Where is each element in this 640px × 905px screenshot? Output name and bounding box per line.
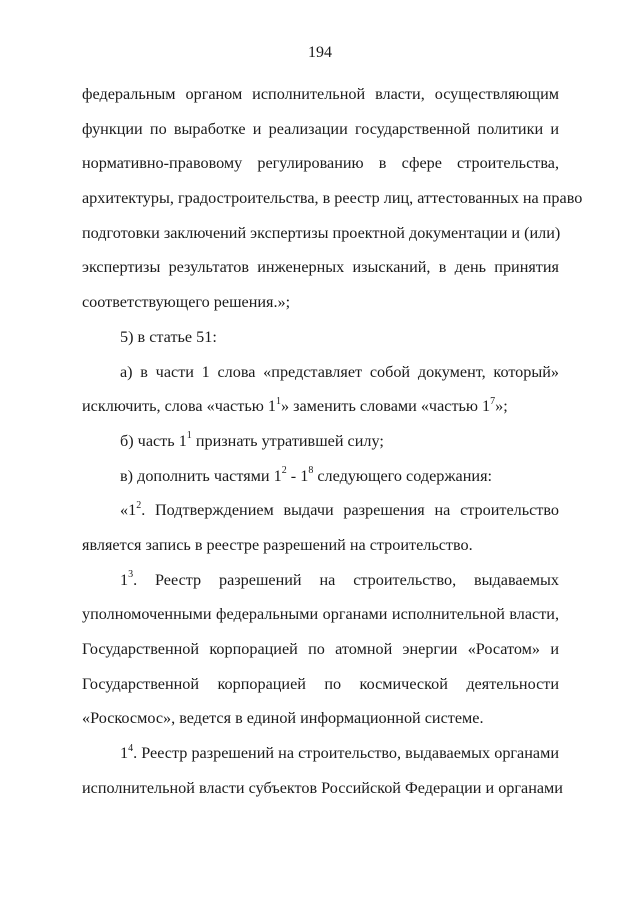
text-line: функции по выработке и реализации государственной политики и (82, 119, 559, 138)
text-run: . Подтверждением выдачи разрешения на строительство (141, 501, 559, 520)
text-run: . Реестр разрешений на строительство, выдаваемых органами (133, 744, 559, 763)
text-line (82, 459, 559, 494)
text-run: » заменить словами «частью 1 (280, 397, 491, 416)
text-line (82, 736, 559, 771)
superscript: 7 (490, 395, 496, 407)
text-run: в) дополнить частями 1 (120, 466, 282, 485)
text-line: Государственной корпорацией по атомной энергии «Росатом» и (82, 640, 559, 658)
text-line: а) в части 1 слова «представляет собой документ, который» (120, 362, 559, 381)
page-number: 194 (308, 44, 332, 61)
text-line: соответствующего решения.»; (82, 293, 291, 312)
superscript: 1 (186, 430, 192, 442)
text-line (82, 424, 559, 459)
superscript: 4 (128, 742, 134, 754)
text-line (82, 563, 559, 598)
text-line: Государственной корпорацией по космической деятельности (82, 674, 559, 693)
text-line: архитектуры, градостроительства, в реестр лиц, аттестованных на право (82, 189, 583, 208)
superscript: 2 (136, 499, 142, 511)
text-line (82, 389, 559, 424)
text-line: 5) в статье 51: (120, 327, 217, 346)
text-run: - 1 (286, 466, 309, 485)
text-run: признать утратившей силу; (191, 431, 384, 450)
document-body (82, 77, 583, 805)
text-run: 1 (120, 744, 129, 763)
text-line (82, 493, 559, 528)
text-line: является запись в реестре разрешений на строительство. (82, 535, 473, 554)
text-line: подготовки заключений экспертизы проектной документации и (или) (82, 223, 561, 242)
text-line: «Роскосмос», ведется в единой информационной системе. (82, 709, 484, 728)
superscript: 1 (275, 395, 281, 407)
text-line: нормативно-правовому регулированию в сфере строительства, (82, 154, 559, 173)
text-run: следующего содержания: (313, 466, 493, 485)
superscript: 2 (281, 465, 287, 477)
text-run: «1 (120, 501, 137, 520)
text-line: исполнительной власти субъектов Российской Федерации и органами (82, 778, 563, 797)
text-line: уполномоченными федеральными органами исполнительной власти, (82, 605, 559, 624)
text-line: федеральным органом исполнительной власти, осуществляющим (82, 85, 559, 103)
text-run: »; (495, 397, 508, 416)
text-run: исключить, слова «частью 1 (82, 397, 276, 416)
text-line: экспертизы результатов инженерных изысканий, в день принятия (82, 258, 559, 277)
superscript: 3 (128, 569, 134, 581)
text-run: б) часть 1 (120, 431, 187, 450)
superscript: 8 (308, 465, 314, 477)
text-run: 1 (120, 570, 129, 589)
text-run: . Реестр разрешений на строительство, выдаваемых (133, 570, 559, 589)
